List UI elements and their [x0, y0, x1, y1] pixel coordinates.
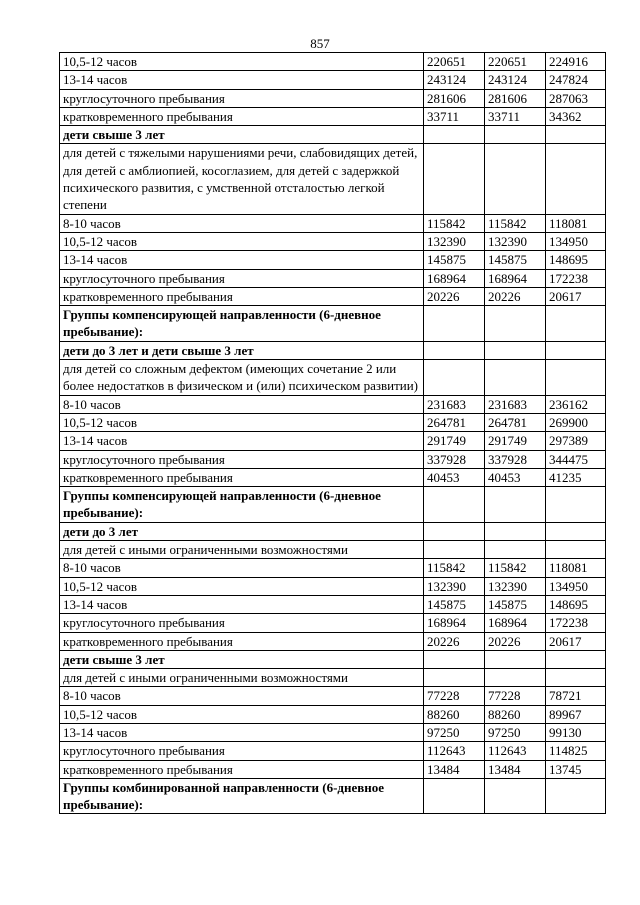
value-col-2: 132390 [485, 577, 546, 595]
row-label: круглосуточного пребывания [60, 614, 424, 632]
value-col-1: 13484 [424, 760, 485, 778]
row-label: кратковременного пребывания [60, 468, 424, 486]
value-col-1 [424, 650, 485, 668]
value-col-1: 33711 [424, 107, 485, 125]
table-row [60, 541, 606, 559]
table-row [60, 559, 606, 577]
table-row [60, 632, 606, 650]
value-col-3: 20617 [546, 287, 606, 305]
value-col-3: 89967 [546, 705, 606, 723]
value-col-3: 34362 [546, 107, 606, 125]
table-section-row [60, 522, 606, 540]
table-section-row [60, 306, 606, 342]
value-col-1: 77228 [424, 687, 485, 705]
row-label: 8-10 часов [60, 395, 424, 413]
value-col-2: 112643 [485, 742, 546, 760]
value-col-3: 269900 [546, 413, 606, 431]
table-section-row [60, 487, 606, 523]
value-col-1: 20226 [424, 287, 485, 305]
row-label: 10,5-12 часов [60, 413, 424, 431]
row-label: кратковременного пребывания [60, 107, 424, 125]
row-label: круглосуточного пребывания [60, 269, 424, 287]
value-col-3 [546, 341, 606, 359]
value-col-1 [424, 669, 485, 687]
value-col-2: 231683 [485, 395, 546, 413]
row-label: Группы компенсирующей направленности (6-дневное пребывание): [60, 487, 424, 523]
value-col-3: 134950 [546, 232, 606, 250]
table-section-row [60, 650, 606, 668]
value-col-1: 40453 [424, 468, 485, 486]
value-col-2 [485, 144, 546, 214]
value-col-2: 132390 [485, 232, 546, 250]
row-label: кратковременного пребывания [60, 632, 424, 650]
value-col-3 [546, 541, 606, 559]
table-row [60, 214, 606, 232]
row-label: для детей с иными ограниченными возможностями [60, 669, 424, 687]
value-col-1: 88260 [424, 705, 485, 723]
value-col-1: 291749 [424, 432, 485, 450]
value-col-1 [424, 541, 485, 559]
table-row [60, 413, 606, 431]
table-section-row [60, 341, 606, 359]
value-col-2: 97250 [485, 723, 546, 741]
row-label: круглосуточного пребывания [60, 450, 424, 468]
table-row [60, 232, 606, 250]
value-col-1 [424, 306, 485, 342]
table-row [60, 760, 606, 778]
value-col-3 [546, 650, 606, 668]
value-col-1 [424, 126, 485, 144]
value-col-3: 224916 [546, 53, 606, 71]
table-row [60, 144, 606, 214]
table-row [60, 450, 606, 468]
value-col-3: 148695 [546, 251, 606, 269]
row-label: 10,5-12 часов [60, 232, 424, 250]
value-col-1: 145875 [424, 595, 485, 613]
value-col-1: 115842 [424, 559, 485, 577]
value-col-2: 77228 [485, 687, 546, 705]
value-col-3: 114825 [546, 742, 606, 760]
value-col-2 [485, 360, 546, 396]
value-col-1: 220651 [424, 53, 485, 71]
row-label: круглосуточного пребывания [60, 89, 424, 107]
row-label: 8-10 часов [60, 687, 424, 705]
table-row [60, 687, 606, 705]
value-col-2: 145875 [485, 251, 546, 269]
row-label: 13-14 часов [60, 432, 424, 450]
value-col-2: 115842 [485, 214, 546, 232]
row-label: 10,5-12 часов [60, 53, 424, 71]
value-col-1: 132390 [424, 232, 485, 250]
value-col-1 [424, 778, 485, 814]
value-col-3 [546, 669, 606, 687]
value-col-3 [546, 778, 606, 814]
value-col-1 [424, 487, 485, 523]
value-col-1: 145875 [424, 251, 485, 269]
value-col-3: 287063 [546, 89, 606, 107]
value-col-2 [485, 522, 546, 540]
table-row [60, 742, 606, 760]
value-col-2: 33711 [485, 107, 546, 125]
row-label: 8-10 часов [60, 559, 424, 577]
value-col-2 [485, 650, 546, 668]
value-col-3: 172238 [546, 269, 606, 287]
row-label: 13-14 часов [60, 723, 424, 741]
value-col-2 [485, 778, 546, 814]
value-col-3 [546, 360, 606, 396]
value-col-2: 168964 [485, 614, 546, 632]
value-col-3: 134950 [546, 577, 606, 595]
value-col-1: 112643 [424, 742, 485, 760]
value-col-3 [546, 144, 606, 214]
table-section-row [60, 778, 606, 814]
row-label: 13-14 часов [60, 71, 424, 89]
value-col-2: 337928 [485, 450, 546, 468]
value-col-3 [546, 487, 606, 523]
row-label: 13-14 часов [60, 595, 424, 613]
value-col-3: 118081 [546, 214, 606, 232]
table-row [60, 432, 606, 450]
value-col-1: 281606 [424, 89, 485, 107]
row-label: для детей с иными ограниченными возможностями [60, 541, 424, 559]
value-col-1: 115842 [424, 214, 485, 232]
value-col-3 [546, 126, 606, 144]
row-label: 8-10 часов [60, 214, 424, 232]
value-col-2: 243124 [485, 71, 546, 89]
table-row [60, 395, 606, 413]
value-col-3: 172238 [546, 614, 606, 632]
value-col-1 [424, 360, 485, 396]
table-row [60, 89, 606, 107]
table-row [60, 269, 606, 287]
value-col-3: 297389 [546, 432, 606, 450]
value-col-1 [424, 522, 485, 540]
value-col-3: 41235 [546, 468, 606, 486]
row-label: кратковременного пребывания [60, 760, 424, 778]
value-col-2: 20226 [485, 287, 546, 305]
value-col-2: 115842 [485, 559, 546, 577]
table-row [60, 251, 606, 269]
table-row [60, 287, 606, 305]
value-col-2: 13484 [485, 760, 546, 778]
value-col-2 [485, 306, 546, 342]
value-col-3: 99130 [546, 723, 606, 741]
value-col-1 [424, 144, 485, 214]
row-label: Группы компенсирующей направленности (6-дневное пребывание): [60, 306, 424, 342]
value-col-3: 78721 [546, 687, 606, 705]
value-col-2 [485, 541, 546, 559]
value-col-3 [546, 306, 606, 342]
table-row [60, 360, 606, 396]
value-col-1: 20226 [424, 632, 485, 650]
table-row [60, 723, 606, 741]
value-col-3: 247824 [546, 71, 606, 89]
value-col-2: 168964 [485, 269, 546, 287]
value-col-2: 20226 [485, 632, 546, 650]
row-label: дети свыше 3 лет [60, 126, 424, 144]
value-col-2 [485, 669, 546, 687]
value-col-3: 20617 [546, 632, 606, 650]
value-col-1: 243124 [424, 71, 485, 89]
table-row [60, 577, 606, 595]
row-label: дети до 3 лет [60, 522, 424, 540]
value-col-2 [485, 487, 546, 523]
value-col-3: 236162 [546, 395, 606, 413]
value-col-1: 337928 [424, 450, 485, 468]
table-row [60, 669, 606, 687]
table-row [60, 468, 606, 486]
row-label: для детей со сложным дефектом (имеющих сочетание 2 или более недостатков в физическом и (или) психическом развитии) [60, 360, 424, 396]
value-col-2: 40453 [485, 468, 546, 486]
row-label: 10,5-12 часов [60, 577, 424, 595]
row-label: кратковременного пребывания [60, 287, 424, 305]
value-col-3: 118081 [546, 559, 606, 577]
value-col-2: 145875 [485, 595, 546, 613]
row-label: 13-14 часов [60, 251, 424, 269]
value-col-1: 132390 [424, 577, 485, 595]
value-col-3: 148695 [546, 595, 606, 613]
value-col-1: 264781 [424, 413, 485, 431]
row-label: круглосуточного пребывания [60, 742, 424, 760]
value-col-2: 264781 [485, 413, 546, 431]
value-col-2: 220651 [485, 53, 546, 71]
row-label: для детей с тяжелыми нарушениями речи, слабовидящих детей, для детей с амблиопией, косоглазием, для детей с задержкой психического развития, с умственной отсталостью легкой степени [60, 144, 424, 214]
value-col-3: 13745 [546, 760, 606, 778]
row-label: дети до 3 лет и дети свыше 3 лет [60, 341, 424, 359]
table-section-row [60, 126, 606, 144]
value-col-3: 344475 [546, 450, 606, 468]
row-label: Группы комбинированной направленности (6-дневное пребывание): [60, 778, 424, 814]
value-col-2 [485, 341, 546, 359]
value-col-2 [485, 126, 546, 144]
value-col-1: 168964 [424, 614, 485, 632]
value-col-3 [546, 522, 606, 540]
row-label: 10,5-12 часов [60, 705, 424, 723]
value-col-1: 97250 [424, 723, 485, 741]
table-row [60, 614, 606, 632]
value-col-1 [424, 341, 485, 359]
value-col-2: 88260 [485, 705, 546, 723]
table-row [60, 107, 606, 125]
page-number: 857 [310, 36, 330, 51]
tariff-table [59, 52, 606, 814]
table-row [60, 71, 606, 89]
value-col-2: 291749 [485, 432, 546, 450]
table-row [60, 705, 606, 723]
value-col-2: 281606 [485, 89, 546, 107]
value-col-1: 231683 [424, 395, 485, 413]
table-row [60, 53, 606, 71]
table-row [60, 595, 606, 613]
value-col-1: 168964 [424, 269, 485, 287]
row-label: дети свыше 3 лет [60, 650, 424, 668]
table-body [60, 53, 606, 814]
